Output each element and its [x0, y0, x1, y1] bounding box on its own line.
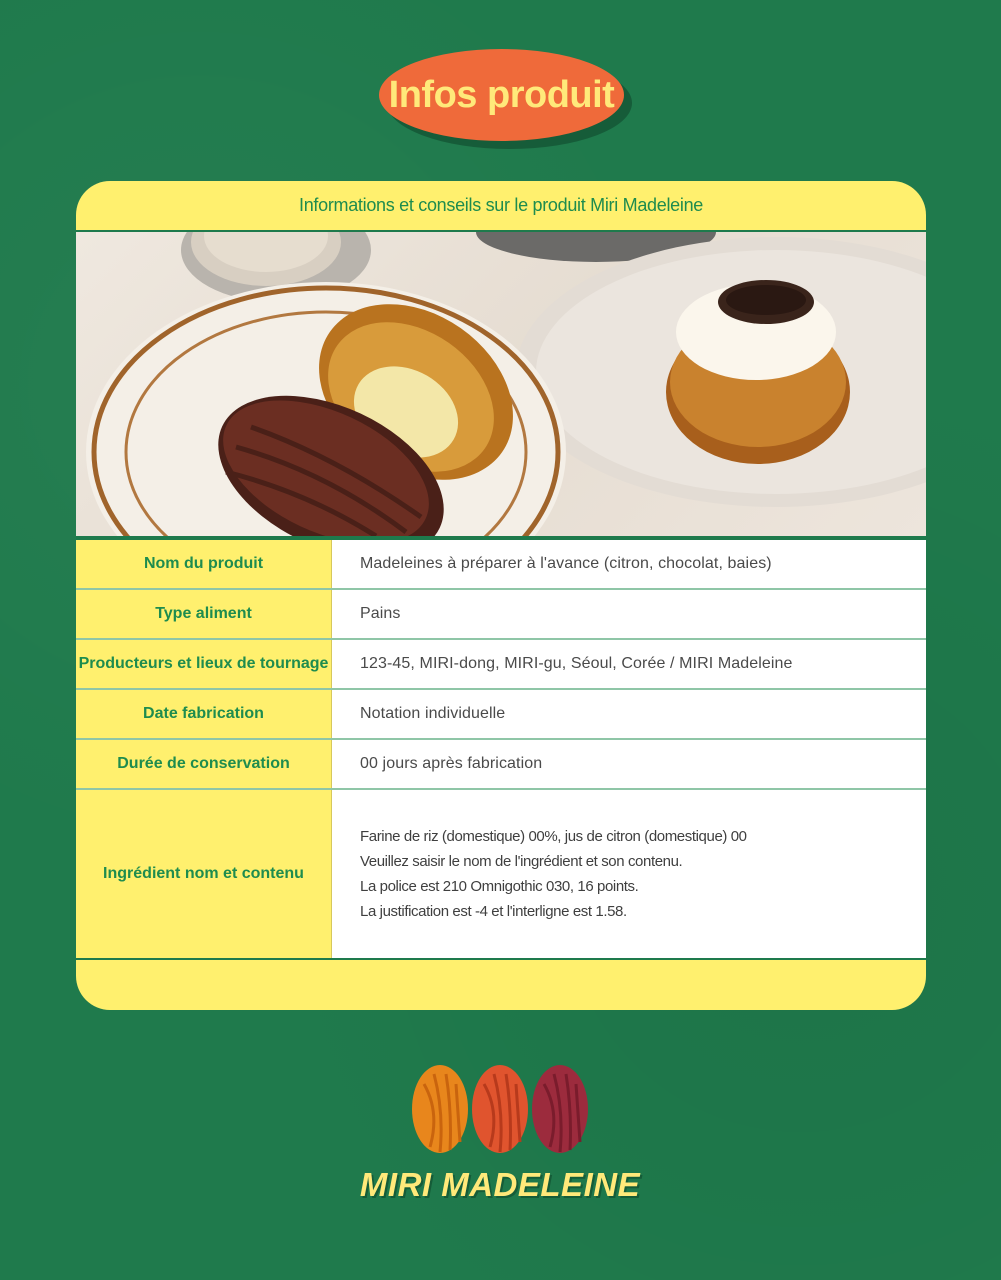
madeleine-trio-icon: [410, 1062, 590, 1157]
row-label: Date fabrication: [76, 689, 332, 739]
table-row: [76, 589, 926, 639]
ingredients-lines: [360, 824, 926, 924]
brand-logo: [350, 1062, 650, 1212]
title-badge-pill: [379, 49, 624, 141]
ingredients-value: [332, 789, 927, 959]
table-row: [76, 540, 926, 589]
product-info-card: [76, 181, 926, 1010]
madeleine-photo-illustration: [76, 232, 926, 536]
table-row: [76, 739, 926, 789]
ingredients-label: Ingrédient nom et contenu: [76, 789, 332, 959]
row-value: Pains: [332, 589, 927, 639]
row-value: 00 jours après fabrication: [332, 739, 927, 789]
page-title: Infos produit: [388, 73, 615, 116]
row-label: Nom du produit: [76, 540, 332, 589]
row-label: Producteurs et lieux de tournage: [76, 639, 332, 689]
product-info-table: [76, 540, 926, 960]
title-badge: [379, 49, 624, 141]
ingredient-line: Farine de riz (domestique) 00%, jus de citron (domestique) 00: [360, 828, 747, 845]
row-label: Type aliment: [76, 589, 332, 639]
product-photo: [76, 232, 926, 536]
brand-wordmark: MIRI MADELEINE: [359, 1166, 641, 1203]
table-row-ingredients: [76, 789, 926, 959]
table-row: [76, 689, 926, 739]
row-value: Notation individuelle: [332, 689, 927, 739]
ingredient-line: Veuillez saisir le nom de l'ingrédient et son contenu.: [360, 853, 683, 870]
row-value: Madeleines à préparer à l'avance (citron, chocolat, baies): [332, 540, 927, 589]
ingredient-line: La police est 210 Omnigothic 030, 16 points.: [360, 878, 639, 895]
row-value: 123-45, MIRI-dong, MIRI-gu, Séoul, Corée / MIRI Madeleine: [332, 639, 927, 689]
table-row: [76, 639, 926, 689]
card-header: Informations et conseils sur le produit Miri Madeleine: [76, 181, 926, 232]
row-label: Durée de conservation: [76, 739, 332, 789]
ingredient-line: La justification est -4 et l'interligne est 1.58.: [360, 903, 627, 920]
